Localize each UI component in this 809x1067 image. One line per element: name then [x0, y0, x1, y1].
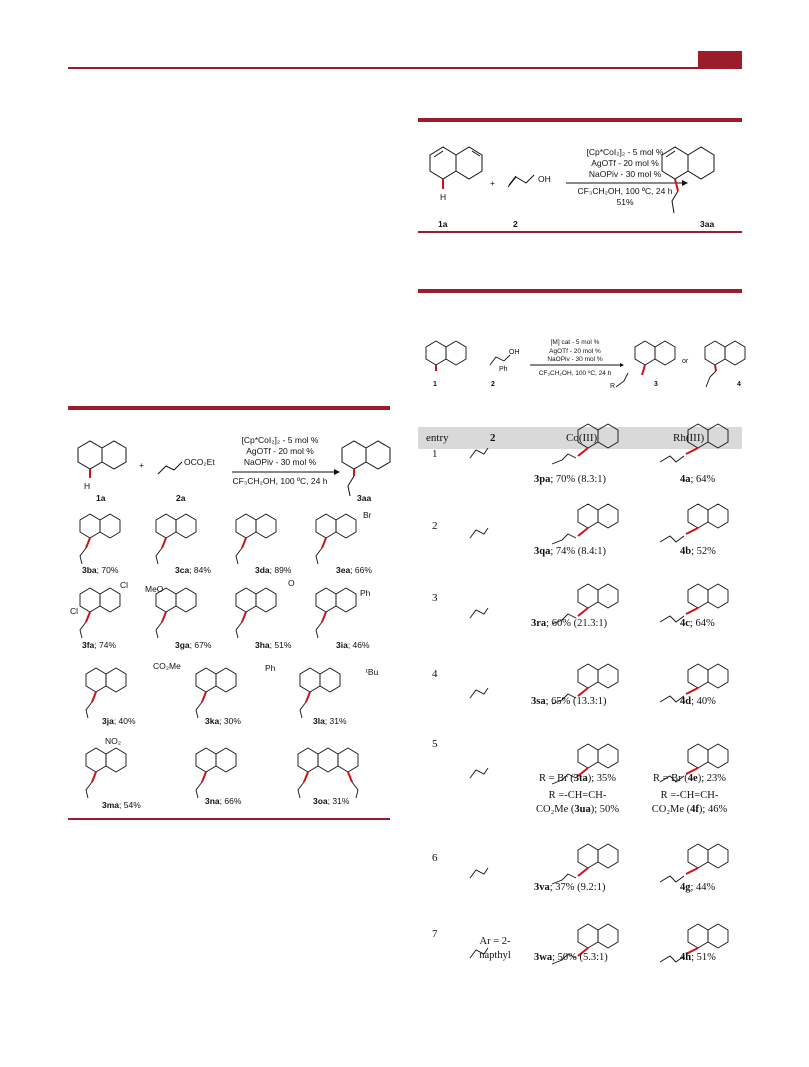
row7-co: 3wa; 50% (5.3:1) — [534, 952, 608, 963]
mid-or: or — [682, 358, 689, 365]
p-3ea: 3ea; 66% — [336, 565, 372, 575]
reagent-label-top: 2 — [513, 219, 518, 229]
sub-cl: Cl — [120, 580, 129, 590]
th-rh: Rh(III) — [673, 432, 705, 444]
row7-ar-note: Ar = 2- napthyl — [479, 936, 511, 961]
row3-co: 3ra; 60% (21.3:1) — [531, 618, 608, 629]
product-label-top: 3aa — [700, 219, 715, 229]
sub-ph-3ka: Ph — [265, 663, 276, 673]
scheme-mid-rule-top — [418, 289, 742, 293]
conditions-left: [Cp*CoI₂]₂ - 5 mol % AgOTf - 20 mol % NaOPiv - 30 mol % CF₃CH₂OH, 100 ºC, 24 h — [232, 435, 328, 486]
mid-r: R — [610, 383, 616, 390]
p-3fa: 3fa; 74% — [82, 640, 117, 650]
p-3oa: 3oa; 31% — [313, 796, 350, 806]
mid-sm-label: 1 — [433, 381, 437, 388]
p-3ia: 3ia; 46% — [336, 640, 370, 650]
row4-rh: 4d; 40% — [680, 696, 716, 707]
scheme-top-rule-top — [418, 118, 742, 122]
row3-rh: 4c; 64% — [680, 618, 715, 629]
header-rule — [68, 67, 742, 69]
row4-co: 3sa; 65% (13.3:1) — [531, 696, 607, 707]
row5-co: R = Br (3ta); 35% R =-CH=CH- CO₂Me (3ua); 50% — [535, 773, 619, 815]
conditions-mid: [M] cat - 5 mol % AgOTf - 20 mol % NaOPiv - 30 mol % CF₃CH₂OH, 100 ºC, 24 h — [538, 339, 612, 377]
sub-no2: NO₂ — [105, 736, 122, 746]
row2-co: 3qa; 74% (8.4:1) — [534, 546, 607, 557]
entry-5: 5 — [432, 738, 438, 750]
sub-o: O — [288, 578, 295, 588]
mid-ph: Ph — [499, 366, 508, 373]
scheme-top-rule-bottom — [418, 231, 742, 233]
sub-ph-3ia: Ph — [360, 588, 371, 598]
p-3la: 3la; 31% — [313, 716, 347, 726]
sub-tbu: ᵗBu — [366, 667, 379, 677]
mid-reagent-label: 2 — [491, 381, 495, 388]
p-3ma: 3ma; 54% — [102, 800, 141, 810]
sm-label-top: 1a — [438, 219, 448, 229]
mid-p4-label: 4 — [737, 381, 741, 388]
row1-co: 3pa; 70% (8.3:1) — [534, 474, 607, 485]
p-3ba: 3ba; 70% — [82, 565, 119, 575]
entry-1: 1 — [432, 448, 438, 460]
p-3ca: 3ca; 84% — [175, 565, 211, 575]
conditions-top: [Cp*CoI₂]₂ - 5 mol % AgOTf - 20 mol % NaOPiv - 30 mol % CF₃CH₂OH, 100 ºC, 24 h 51% — [577, 147, 673, 207]
scheme-left-rule-top — [68, 406, 390, 410]
th-2: 2 — [490, 432, 496, 444]
left-product-label: 3aa — [357, 493, 372, 503]
sub-cl2: Cl — [70, 606, 79, 616]
header-tab — [698, 51, 742, 67]
p-3ja: 3ja; 40% — [102, 716, 136, 726]
p-3ha: 3ha; 51% — [255, 640, 292, 650]
h-atom-top: H — [440, 192, 447, 202]
entry-3: 3 — [432, 592, 438, 604]
sub-meo: MeO — [145, 584, 164, 594]
sub-br: Br — [363, 510, 372, 520]
th-entry: entry — [426, 432, 449, 444]
row7-rh: 4h; 51% — [680, 952, 716, 963]
row2-rh: 4b; 52% — [680, 546, 716, 557]
sub-co2me: CO₂Me — [153, 661, 181, 671]
p-3ka: 3ka; 30% — [205, 716, 241, 726]
mid-p3-label: 3 — [654, 381, 658, 388]
mid-oh: OH — [509, 349, 520, 356]
row6-rh: 4g; 44% — [680, 882, 716, 893]
p-3ga: 3ga; 67% — [175, 640, 212, 650]
reagent-oh-top: OH — [538, 174, 551, 184]
entry-4: 4 — [432, 668, 438, 680]
plus-top: + — [490, 178, 495, 188]
entry-7: 7 — [432, 928, 438, 940]
row6-co: 3va; 37% (9.2:1) — [534, 882, 606, 893]
left-sm-label: 1a — [96, 493, 106, 503]
p-3na: 3na; 66% — [205, 796, 242, 806]
row5-rh: R = Br (4e); 23% R =-CH=CH- CO₂Me (4f); 46% — [651, 773, 728, 815]
entry-6: 6 — [432, 852, 438, 864]
entry-2: 2 — [432, 520, 438, 532]
left-reagent-text: OCO₂Et — [184, 457, 215, 467]
row1-rh: 4a; 64% — [680, 474, 716, 485]
left-reagent-label: 2a — [176, 493, 186, 503]
left-plus: + — [139, 460, 144, 470]
left-h-atom: H — [84, 481, 91, 491]
p-3da: 3da; 89% — [255, 565, 292, 575]
th-co: Co(III) — [566, 432, 598, 444]
